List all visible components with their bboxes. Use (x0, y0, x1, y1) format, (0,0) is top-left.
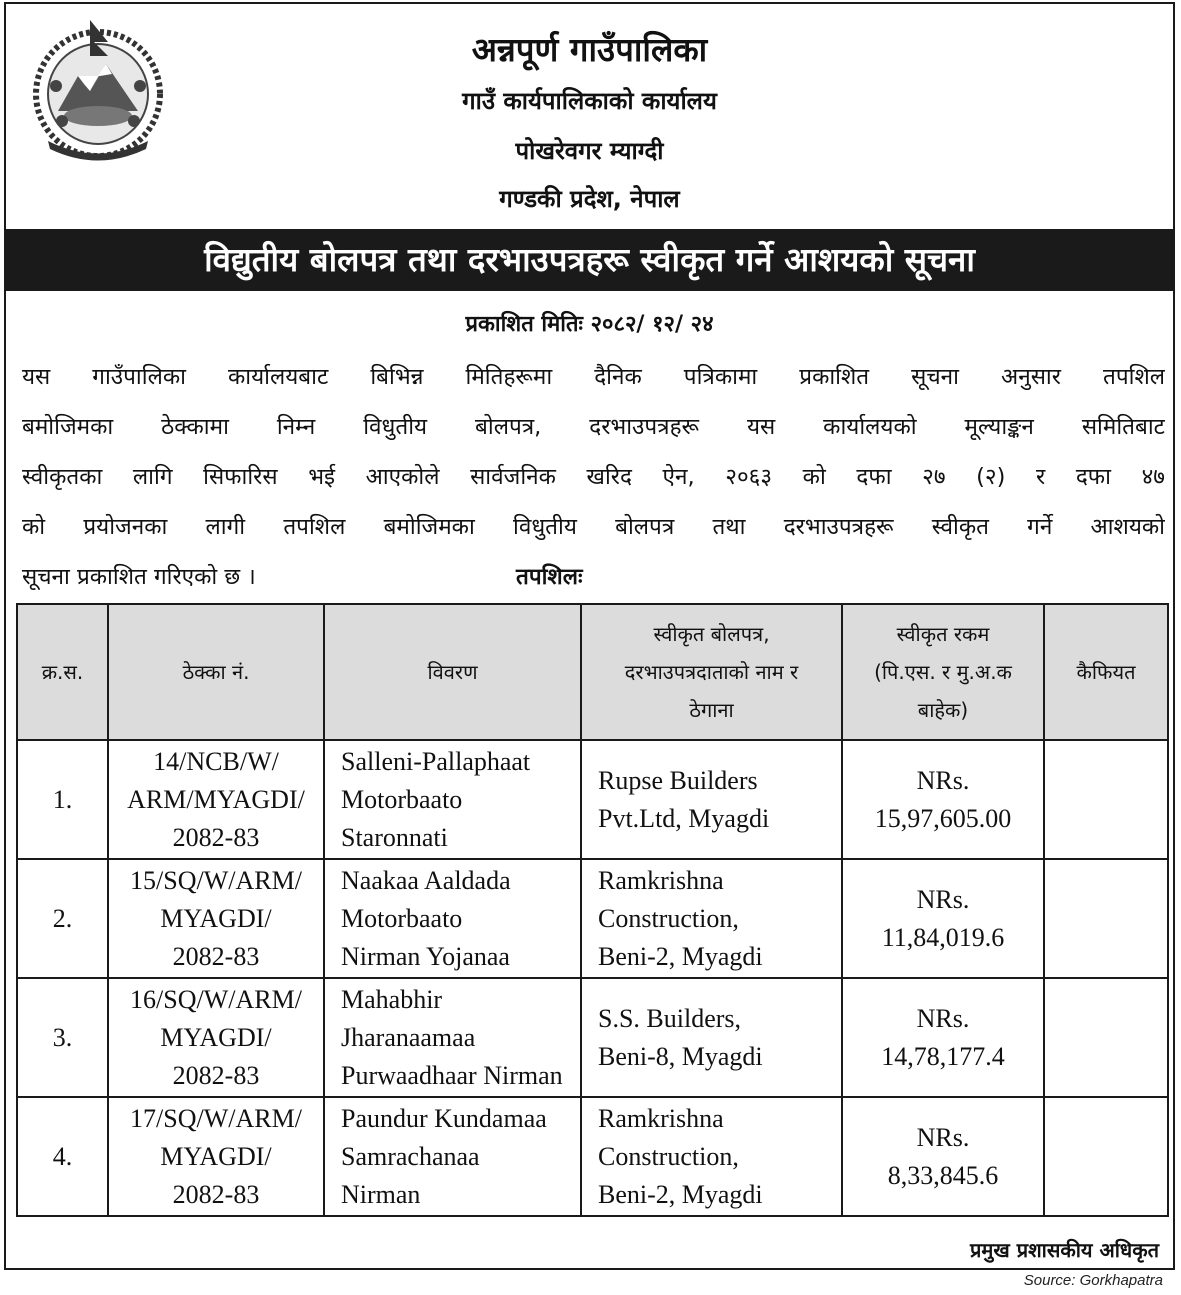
municipality-name: अन्नपूर्ण गाउँपालिका (471, 30, 708, 69)
office-name: गाउँ कार्यपालिकाको कार्यालय (462, 87, 717, 115)
contract-no-line: 16/SQ/W/ARM/ (130, 984, 302, 1014)
amount-currency: NRs. (916, 1122, 970, 1152)
description-line: Samrachanaa (341, 1141, 480, 1171)
header-bidder: स्वीकृत बोलपत्र, दरभाउपत्रदाताको नाम र ठेगाना (581, 604, 842, 740)
body-line: को प्रयोजनका लागी तपशिल बमोजिमका विधुतीय बोलपत्र तथा दरभाउपत्रहरू स्वीकृत गर्ने आशयको (22, 514, 1165, 540)
contracts-table (16, 603, 1169, 1217)
description-line: Paundur Kundamaa (341, 1103, 547, 1133)
office-location: पोखरेवगर म्याग्दी (515, 137, 664, 165)
cell-amount (842, 740, 1044, 859)
header-amount: स्वीकृत रकम (पि.एस. र मु.अ.क बाहेक) (842, 604, 1044, 740)
description-line: Nirman Yojanaa (341, 941, 510, 971)
description-line: Jharanaamaa (341, 1022, 476, 1052)
bidder-line: Construction, (598, 903, 739, 933)
body-line: स्वीकृतका लागि सिफारिस भई आएकोले सार्वजनिक खरिद ऐन, २०६३ को दफा २७ (२) र दफा ४७ (22, 464, 1165, 490)
table-row (17, 978, 1168, 1097)
cell-sn: 3. (17, 978, 108, 1097)
cell-bidder (581, 978, 842, 1097)
contract-no-line: 15/SQ/W/ARM/ (130, 865, 302, 895)
bidder-line: Construction, (598, 1141, 739, 1171)
source-credit: Source: Gorkhapatra (1023, 1272, 1163, 1289)
description-line: Purwaadhaar Nirman (341, 1060, 563, 1090)
contract-no-line: MYAGDI/ (160, 1141, 272, 1171)
table-row (17, 859, 1168, 978)
amount-value: 8,33,845.6 (887, 1160, 999, 1190)
cell-amount (842, 859, 1044, 978)
contract-no-line: 2082-83 (172, 822, 260, 852)
cell-remarks (1044, 859, 1168, 978)
cell-amount (842, 1097, 1044, 1216)
cell-sn: 1. (17, 740, 108, 859)
table-row (17, 740, 1168, 859)
header-sn: क्र.स. (17, 604, 108, 740)
description-line: Naakaa Aaldada (341, 865, 511, 895)
signatory-title: प्रमुख प्रशासकीय अधिकृत (970, 1238, 1159, 1262)
table-header-row (17, 604, 1168, 740)
description-line: Salleni-Pallaphaat (341, 746, 531, 776)
header-remarks: कैफियत (1044, 604, 1168, 740)
description-line: Nirman (341, 1179, 421, 1209)
amount-value: 15,97,605.00 (874, 803, 1012, 833)
cell-description (324, 859, 581, 978)
amount-currency: NRs. (916, 765, 970, 795)
bidder-line: Beni-8, Myagdi (598, 1041, 763, 1071)
cell-contract-no (108, 859, 324, 978)
notice-body (22, 352, 1165, 552)
bidder-line: S.S. Builders, (598, 1003, 742, 1033)
description-line: Motorbaato (341, 903, 463, 933)
bidder-line: Beni-2, Myagdi (598, 941, 763, 971)
amount-value: 14,78,177.4 (881, 1041, 1005, 1071)
details-label: तपशिलः (516, 564, 583, 590)
bidder-line: Beni-2, Myagdi (598, 1179, 763, 1209)
published-date: प्रकाशित मितिः २०८२/ १२/ २४ (465, 312, 714, 337)
cell-description (324, 978, 581, 1097)
cell-sn: 4. (17, 1097, 108, 1216)
bidder-line: Ramkrishna (598, 865, 724, 895)
contract-no-line: 2082-83 (172, 1060, 260, 1090)
contract-no-line: 2082-83 (172, 941, 260, 971)
cell-description (324, 740, 581, 859)
description-line: Motorbaato (341, 784, 463, 814)
cell-bidder (581, 740, 842, 859)
cell-contract-no (108, 1097, 324, 1216)
body-line: यस गाउँपालिका कार्यालयबाट बिभिन्न मितिहरूमा दैनिक पत्रिकामा प्रकाशित सूचना अनुसार तपशिल (22, 364, 1165, 390)
contract-no-line: 2082-83 (172, 1179, 260, 1209)
bidder-line: Ramkrishna (598, 1103, 724, 1133)
amount-currency: NRs. (916, 884, 970, 914)
body-line: बमोजिमका ठेक्कामा निम्न विधुतीय बोलपत्र, दरभाउपत्रहरू यस कार्यालयको मूल्याङ्कन समितिबाट (22, 414, 1165, 440)
province-country: गण्डकी प्रदेश, नेपाल (499, 185, 680, 213)
contract-no-line: MYAGDI/ (160, 903, 272, 933)
table-row (17, 1097, 1168, 1216)
cell-contract-no (108, 740, 324, 859)
contract-no-line: 14/NCB/W/ (153, 746, 279, 776)
description-line: Mahabhir (341, 984, 443, 1014)
amount-value: 11,84,019.6 (881, 922, 1005, 952)
notice-title: विद्युतीय बोलपत्र तथा दरभाउपत्रहरू स्वीकृत गर्ने आशयको सूचना (6, 229, 1173, 291)
contract-no-line: ARM/MYAGDI/ (127, 784, 305, 814)
cell-amount (842, 978, 1044, 1097)
cell-description (324, 1097, 581, 1216)
bidder-line: Pvt.Ltd, Myagdi (598, 803, 770, 833)
cell-contract-no (108, 978, 324, 1097)
cell-remarks (1044, 740, 1168, 859)
contract-no-line: 17/SQ/W/ARM/ (130, 1103, 302, 1133)
contract-no-line: MYAGDI/ (160, 1022, 272, 1052)
header-contract-no: ठेक्का नं. (108, 604, 324, 740)
description-line: Staronnati (341, 822, 448, 852)
cell-sn: 2. (17, 859, 108, 978)
body-last-line: सूचना प्रकाशित गरिएको छ । (22, 564, 256, 590)
bidder-line: Rupse Builders (598, 765, 758, 795)
cell-remarks (1044, 978, 1168, 1097)
header-description: विवरण (324, 604, 581, 740)
cell-bidder (581, 859, 842, 978)
amount-currency: NRs. (916, 1003, 970, 1033)
cell-remarks (1044, 1097, 1168, 1216)
cell-bidder (581, 1097, 842, 1216)
